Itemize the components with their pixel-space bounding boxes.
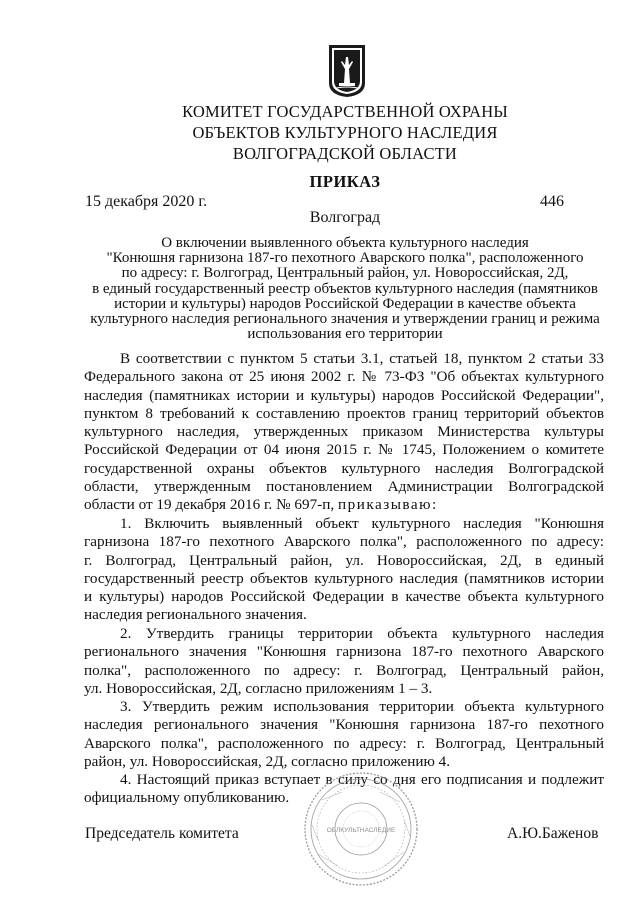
preamble-line: Федерального закона от 25 июня 2002 г. № 73-ФЗ "Об объектах культурного [84, 368, 604, 386]
item-line: 2. Утвердить границы территории объекта культурного наследия [120, 625, 604, 642]
preamble-line: Российской Федерации от 04 июня 2015 г. № 1745, Положением о комитете [84, 441, 604, 459]
subject-line: истории и культуры) народов Российской Федерации в качестве объекта [114, 295, 576, 312]
preamble-paragraph [84, 350, 604, 515]
volgograd-coat-of-arms-icon [327, 43, 367, 99]
item-line: Аварского полка", расположенного по адресу: г. Волгоград, Центральный [84, 734, 604, 752]
preamble-line: культурного наследия, утвержденных приказом Министерства культуры [84, 423, 604, 441]
preamble-line: пунктом 8 требований к составлению проектов границ территорий объектов [84, 404, 604, 422]
order-item-1 [84, 515, 604, 625]
item-line: 3. Утвердить режим использования территории объекта культурного [120, 698, 604, 715]
organization-name-line-2: ОБЪЕКТОВ КУЛЬТУРНОГО НАСЛЕДИЯ [192, 123, 498, 142]
item-line: наследия регионального значения. [84, 606, 307, 624]
preamble-line: наследия (памятниках истории и культуры) народов Российской Федерации", [84, 386, 604, 404]
official-seal-stamp [302, 770, 420, 888]
subject-line: в единый государственный реестр объектов культурного наследия (памятников [92, 280, 598, 297]
order-item-2 [84, 625, 604, 698]
item-line: гарнизона 187-го пехотного Аварского полка", расположенного по адресу: [84, 533, 604, 551]
organization-name-line-1: КОМИТЕТ ГОСУДАРСТВЕННОЙ ОХРАНЫ [182, 102, 508, 121]
subject-line: "Конюшня гарнизона 187-го пехотного Аварского полка", расположенного [106, 250, 584, 267]
item-line: регионального значения "Конюшня гарнизона 187-го пехотного Аварского [84, 643, 604, 661]
item-line: полка", расположенного по адресу: г. Волгоград, Центральный район, [84, 661, 604, 679]
document-date: 15 декабря 2020 г. [85, 193, 208, 210]
document-type-title: ПРИКАЗ [309, 172, 381, 191]
signer-name: А.Ю.Баженов [507, 825, 599, 842]
item-line: официальному опубликованию. [84, 789, 290, 807]
subject-line: культурного наследия регионального значения и утверждении границ и режима [90, 311, 600, 328]
preamble-line: области от 19 декабря 2016 г. № 697-п, [84, 496, 335, 514]
preamble-line-last [84, 496, 604, 514]
preamble-line: области, утвержденным постановлением Администрации Волгоградской [84, 478, 604, 496]
item-line: 4. Настоящий приказ вступает в силу со дня его подписания и подлежит [120, 771, 604, 788]
item-line: и культуры) народов Российской Федерации в качестве объекта культурного [84, 588, 604, 606]
preamble-line: государственной охраны объектов культурного наследия Волгоградской [84, 459, 604, 477]
document-subject [80, 236, 610, 342]
preamble-line: В соответствии с пунктом 5 статьи 3.1, статьей 18, пунктом 2 статьи 33 [120, 350, 604, 367]
document-city: Волгоград [309, 209, 381, 226]
subject-line: использования его территории [247, 326, 443, 343]
item-line: район, ул. Новороссийская, 2Д, согласно приложению 4. [84, 752, 450, 770]
stamp-text: ОБЛКУЛЬТНАСЛЕДИЕ [326, 827, 396, 834]
signer-title: Председатель комитета [85, 825, 239, 842]
subject-line: О включении выявленного объекта культурного наследия [161, 235, 529, 251]
item-line: г. Волгоград, Центральный район, ул. Новороссийская, 2Д, в единый [84, 551, 604, 569]
item-line: 1. Включить выявленный объект культурного наследия "Конюшня [120, 515, 604, 532]
organization-name-line-3: ВОЛГОГРАДСКОЙ ОБЛАСТИ [232, 144, 458, 163]
order-item-3 [84, 698, 604, 771]
item-line: ул. Новороссийская, 2Д, согласно приложениям 1 – 3. [84, 679, 433, 697]
item-line: наследия регионального значения "Конюшня гарнизона 187-го пехотного [84, 716, 604, 734]
order-word: приказываю: [337, 496, 438, 514]
document-number: 446 [540, 193, 564, 210]
item-line: государственный реестр объектов культурного наследия (памятников истории [84, 569, 604, 587]
subject-line: по адресу: г. Волгоград, Центральный район, ул. Новороссийская, 2Д, [121, 265, 569, 282]
